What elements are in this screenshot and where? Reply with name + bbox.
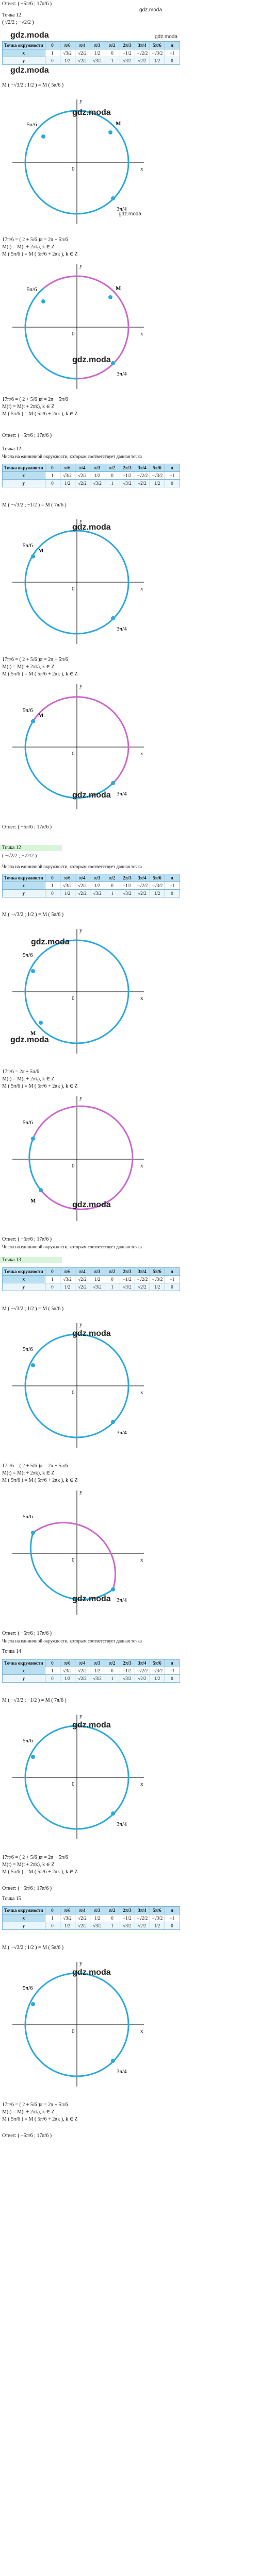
table-header-cell: 5π/6 bbox=[150, 42, 165, 49]
table-cell: −√3/2 bbox=[150, 49, 165, 57]
table-cell: √3/2 bbox=[90, 57, 105, 65]
table-cell: 1/2 bbox=[90, 49, 105, 57]
table-header-cell: π/4 bbox=[75, 42, 90, 49]
watermark: gdz.moda bbox=[72, 1968, 111, 1977]
math-line: M(t) = M(t + 2πk), k ∈ Z bbox=[2, 1862, 55, 1868]
table-header-cell: 3π/4 bbox=[135, 42, 150, 49]
math-line: M(t) = M(t + 2πk), k ∈ Z bbox=[2, 1076, 55, 1082]
math-line: 17π/6 = 2π + 5π/6 bbox=[2, 1069, 39, 1075]
label-bottom: 3π/4 bbox=[117, 206, 127, 212]
watermark: gdz.moda bbox=[72, 1595, 111, 1603]
point-m bbox=[108, 130, 112, 134]
point-label: Точка 13 bbox=[2, 1257, 21, 1263]
axis-x-label: x bbox=[140, 166, 143, 172]
description-line: Числа на единичной окружности, которым соответствует данная точка bbox=[2, 1244, 142, 1249]
watermark: gdz.moda bbox=[139, 7, 162, 13]
table-cell: √2/2 bbox=[75, 57, 90, 65]
math-line: M ( 5π/6 ) = M ( 5π/6 + 2πk ), k ∈ Z bbox=[2, 251, 78, 257]
svg-text:5π/6: 5π/6 bbox=[23, 707, 33, 714]
math-line: 17π/6 = ( 2 + 5/6 )π = 2π + 5π/6 bbox=[2, 1463, 68, 1469]
coords-line: ( √2/2 ; −√2/2 ) bbox=[2, 20, 34, 25]
table-cell: −1/2 bbox=[120, 49, 135, 57]
svg-text:5π/6: 5π/6 bbox=[23, 1346, 33, 1352]
svg-text:0: 0 bbox=[72, 1557, 75, 1563]
svg-text:0: 0 bbox=[72, 1389, 75, 1396]
svg-text:5π/6: 5π/6 bbox=[23, 1985, 33, 1991]
svg-text:x: x bbox=[140, 751, 143, 757]
watermark: gdz.moda bbox=[72, 1329, 111, 1338]
svg-text:x: x bbox=[140, 1781, 143, 1787]
label-bottom: 3π/4 bbox=[117, 371, 127, 377]
math-line: M ( 5π/6 ) = M ( 5π/6 + 2πk ), k ∈ Z bbox=[2, 1083, 78, 1089]
math-line: M ( 5π/6 ) = M ( 5π/6 + 2πk ), k ∈ Z bbox=[2, 1478, 78, 1483]
unit-circle-figure bbox=[2, 1319, 152, 1453]
svg-text:y: y bbox=[79, 518, 83, 524]
math-line: 17π/6 = ( 2 + 5/6 )π = 2π + 5π/6 bbox=[2, 237, 68, 243]
point-3pi4 bbox=[111, 196, 115, 200]
point-label: Точка 12 bbox=[2, 845, 21, 851]
svg-text:x: x bbox=[140, 2028, 143, 2035]
watermark: gdz.moda bbox=[119, 211, 141, 217]
description-line: Числа на единичной окружности, которым соответствует данная точка bbox=[2, 864, 142, 869]
table-cell: √3/2 bbox=[60, 49, 75, 57]
math-line: M ( −√3/2 ; −1/2 ) = M ( 7π/6 ) bbox=[2, 502, 67, 508]
svg-text:5π/6: 5π/6 bbox=[23, 1738, 33, 1744]
label-top: 5π/6 bbox=[27, 286, 37, 293]
svg-text:x: x bbox=[140, 995, 143, 1002]
math-line: M ( −√3/2 ; 1/2 ) = M ( 5π/6 ) bbox=[2, 82, 64, 88]
svg-text:3π/4: 3π/4 bbox=[117, 626, 127, 632]
math-line: M(t) = M(t + 2πk), k ∈ Z bbox=[2, 404, 55, 410]
table-row-label: x bbox=[3, 49, 45, 57]
svg-text:y: y bbox=[79, 1095, 83, 1101]
svg-text:x: x bbox=[140, 331, 143, 337]
svg-text:y: y bbox=[79, 1489, 83, 1495]
coords-table: Точка окружности 0 π/6 π/4 π/3 π/2 2π/3 3π/4 5π/6 π x 1 √3/2 √2/2 1/2 0 −1/2 −√2/2 −√3/2 −1 y 0 1/2 √2/2 √3/2 1 √3/2 √2/2 1/2 0 bbox=[2, 874, 180, 897]
table-cell: −√2/2 bbox=[135, 49, 150, 57]
table-header-cell: Точка окружности bbox=[3, 42, 45, 49]
answer-line: Ответ: ( −5π/6 ; 17π/6 ) bbox=[2, 1886, 52, 1891]
svg-text:5π/6: 5π/6 bbox=[23, 1120, 33, 1126]
watermark: gdz.moda bbox=[72, 791, 111, 800]
table-header-cell: π/3 bbox=[90, 42, 105, 49]
table-header-cell: π bbox=[165, 42, 180, 49]
watermark: gdz.moda bbox=[72, 355, 111, 364]
svg-text:x: x bbox=[140, 1163, 143, 1169]
table-cell: √3/2 bbox=[120, 57, 135, 65]
answer-line: Ответ: ( −5π/6 ; 17π/6 ) bbox=[2, 433, 52, 438]
watermark: gdz.moda bbox=[10, 1036, 49, 1044]
svg-text:y: y bbox=[79, 683, 83, 689]
watermark: gdz.moda bbox=[72, 1721, 111, 1730]
label-m: M bbox=[116, 285, 121, 292]
answer-line: Ответ: ( −5π/6 ; 17π/6 ) bbox=[2, 1, 52, 7]
table-cell: 1 bbox=[105, 57, 120, 65]
table-cell: 1/2 bbox=[60, 57, 75, 65]
math-line: M ( −√3/2 ; −1/2 ) = M ( 7π/6 ) bbox=[2, 1698, 67, 1703]
coords-table: Точка окружности 0 π/6 π/4 π/3 π/2 2π/3 3π/4 5π/6 π x 1 √3/2 √2/2 1/2 0 −1/2 −√2/2 −√3/2 −1 y 0 1/2 √2/2 √3/2 1 √3/2 √2/2 1/2 0 bbox=[2, 1659, 180, 1683]
math-line: M ( 5π/6 ) = M ( 5π/6 + 2πk ), k ∈ Z bbox=[2, 1869, 78, 1875]
watermark: gdz.moda bbox=[72, 108, 111, 117]
svg-text:0: 0 bbox=[72, 1781, 75, 1787]
watermark: gdz.moda bbox=[72, 1200, 111, 1209]
unit-circle-figure bbox=[2, 515, 152, 649]
svg-text:0: 0 bbox=[72, 751, 75, 757]
svg-text:M: M bbox=[38, 548, 44, 554]
svg-text:5π/6: 5π/6 bbox=[23, 543, 33, 549]
answer-line: Ответ: ( −5π/6 ; 17π/6 ) bbox=[2, 1631, 52, 1636]
answer-line: Ответ: ( −5π/6 ; 17π/6 ) bbox=[2, 1236, 52, 1242]
svg-text:M: M bbox=[30, 1198, 36, 1204]
table-cell: 1 bbox=[45, 49, 60, 57]
svg-text:3π/4: 3π/4 bbox=[117, 1430, 127, 1436]
table-cell: √2/2 bbox=[75, 49, 90, 57]
label-m: M bbox=[116, 121, 121, 127]
label-top: 5π/6 bbox=[27, 122, 37, 128]
description-line: Числа на единичной окружности, которым соответствует данная точка bbox=[2, 1638, 142, 1643]
math-line: 17π/6 = ( 2 + 5/6 )π = 2π + 5π/6 bbox=[2, 657, 68, 663]
table-header-cell: 2π/3 bbox=[120, 42, 135, 49]
description-line: Числа на единичной окружности, которым соответствует данная точка bbox=[2, 454, 142, 459]
svg-text:y: y bbox=[79, 927, 83, 934]
math-line: M(t) = M(t + 2πk), k ∈ Z bbox=[2, 664, 55, 670]
table-header-cell: π/2 bbox=[105, 42, 120, 49]
svg-text:x: x bbox=[140, 586, 143, 592]
table-row-label: y bbox=[3, 57, 45, 65]
coords-table bbox=[2, 41, 180, 65]
unit-circle-figure bbox=[2, 1710, 152, 1844]
watermark: gdz.moda bbox=[10, 31, 49, 40]
table-cell: 0 bbox=[165, 57, 180, 65]
math-line: 17π/6 = ( 2 + 5/6 )π = 2π + 5π/6 bbox=[2, 2102, 68, 2108]
answer-line: Ответ: ( −5π/6 ; 17π/6 ) bbox=[2, 2133, 52, 2139]
table-cell: −1 bbox=[165, 49, 180, 57]
svg-text:3π/4: 3π/4 bbox=[117, 2069, 127, 2075]
svg-text:0: 0 bbox=[72, 1163, 75, 1169]
svg-text:0: 0 bbox=[72, 331, 75, 337]
svg-text:3π/4: 3π/4 bbox=[117, 1597, 127, 1603]
math-line: M(t) = M(t + 2πk), k ∈ Z bbox=[2, 244, 55, 250]
svg-text:5π/6: 5π/6 bbox=[23, 952, 33, 958]
math-line: M(t) = M(t + 2πk), k ∈ Z bbox=[2, 1470, 55, 1476]
table-header-cell: π/6 bbox=[60, 42, 75, 49]
math-line: 17π/6 = ( 2 + 5/6 )π = 2π + 5π/6 bbox=[2, 397, 68, 402]
watermark: gdz.moda bbox=[31, 938, 70, 946]
svg-text:5π/6: 5π/6 bbox=[23, 1514, 33, 1520]
table-cell: √2/2 bbox=[135, 57, 150, 65]
axis-y-label: y bbox=[79, 98, 83, 104]
point-5pi6 bbox=[41, 134, 45, 139]
point-label: Точка 12 bbox=[2, 446, 21, 452]
coords-table: Точка окружности 0 π/6 π/4 π/3 π/2 2π/3 3π/4 5π/6 π x 1 √3/2 √2/2 1/2 0 −1/2 −√2/2 −√3/2 −1 y 0 1/2 √2/2 √3/2 1 √3/2 √2/2 1/2 0 bbox=[2, 464, 180, 487]
svg-text:y: y bbox=[79, 1960, 83, 1967]
math-line: M ( 5π/6 ) = M ( 5π/6 + 2πk ), k ∈ Z bbox=[2, 411, 78, 417]
answer-line: Ответ: ( −5π/6 ; 17π/6 ) bbox=[2, 824, 52, 830]
table-cell: 1/2 bbox=[150, 57, 165, 65]
math-line: 17π/6 = ( 2 + 5/6 )π = 2π + 5π/6 bbox=[2, 1855, 68, 1860]
math-line: M ( −√3/2 ; 1/2 ) = M ( 5π/6 ) bbox=[2, 1945, 64, 1951]
math-line: M ( −√3/2 ; 1/2 ) = M ( 5π/6 ) bbox=[2, 912, 64, 918]
math-line: M(t) = M(t + 2πk), k ∈ Z bbox=[2, 2109, 55, 2115]
svg-text:y: y bbox=[79, 263, 83, 269]
svg-text:y: y bbox=[79, 1321, 83, 1328]
unit-circle-figure bbox=[2, 1958, 152, 2092]
svg-text:3π/4: 3π/4 bbox=[117, 791, 127, 797]
svg-text:3π/4: 3π/4 bbox=[117, 1821, 127, 1827]
table-header-cell: 0 bbox=[45, 42, 60, 49]
math-line: M ( 5π/6 ) = M ( 5π/6 + 2πk ), k ∈ Z bbox=[2, 671, 78, 677]
origin-label: 0 bbox=[72, 166, 75, 172]
math-line: M ( −√3/2 ; 1/2 ) = M ( 5π/6 ) bbox=[2, 1306, 64, 1312]
svg-text:0: 0 bbox=[72, 2028, 75, 2035]
watermark: gdz.moda bbox=[155, 34, 178, 40]
svg-text:x: x bbox=[140, 1389, 143, 1396]
table-cell: 0 bbox=[105, 49, 120, 57]
watermark: gdz.moda bbox=[72, 523, 111, 532]
svg-text:0: 0 bbox=[72, 586, 75, 592]
coords-table: Точка окружности 0 π/6 π/4 π/3 π/2 2π/3 3π/4 5π/6 π x 1 √3/2 √2/2 1/2 0 −1/2 −√2/2 −√3/2 −1 y 0 1/2 √2/2 √3/2 1 √3/2 √2/2 1/2 0 bbox=[2, 1267, 180, 1291]
point-label: Точка 14 bbox=[2, 1649, 21, 1654]
watermark: gdz.moda bbox=[10, 66, 49, 75]
point-label: Точка 15 bbox=[2, 1896, 21, 1902]
coords-line: ( −√2/2 ; −√2/2 ) bbox=[2, 853, 37, 859]
svg-text:y: y bbox=[79, 1713, 83, 1719]
coords-table: Точка окружности 0 π/6 π/4 π/3 π/2 2π/3 3π/4 5π/6 π x 1 √3/2 √2/2 1/2 0 −1/2 −√2/2 −√3/2 −1 y 0 1/2 √2/2 √3/2 1 √3/2 √2/2 1/2 0 bbox=[2, 1906, 180, 1930]
svg-text:M: M bbox=[38, 713, 44, 719]
svg-text:x: x bbox=[140, 1557, 143, 1563]
math-line: M ( 5π/6 ) = M ( 5π/6 + 2πk ), k ∈ Z bbox=[2, 2116, 78, 2122]
svg-text:0: 0 bbox=[72, 995, 75, 1002]
unit-circle-figure bbox=[2, 260, 152, 394]
svg-text:M: M bbox=[30, 1030, 36, 1037]
point-label: Точка 12 bbox=[2, 12, 21, 18]
table-cell: 0 bbox=[45, 57, 60, 65]
